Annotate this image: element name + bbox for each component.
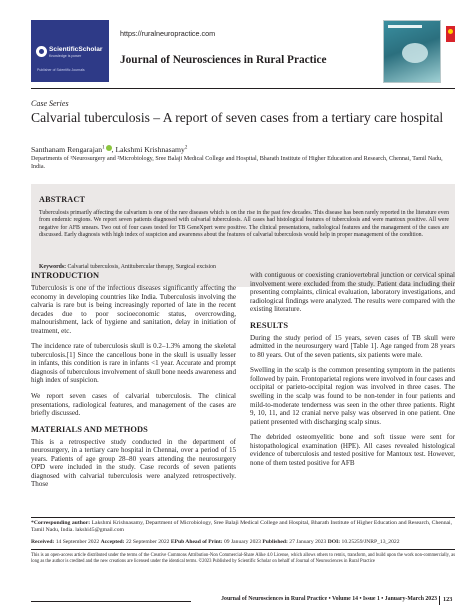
keywords-label: Keywords: [39,264,67,270]
article-title: Calvarial tuberculosis – A report of seven cases from a tertiary care hospital [31,110,444,125]
results-paragraph-1: During the study period of 15 years, seven cases of TB skull were admitted in the neurosurgery ward [Table 1]. Age ranged from 28 years to 80 years. Out of the seven patients, six patients were male. [250,333,455,359]
publisher-name: ScientificScholar [49,46,103,53]
received-label: Received: [31,539,55,545]
author-name-1: Santhanam Rengarajan [31,145,103,154]
license-text: This is an open-access article distributed under the terms of the Creative Commons Attribution-Non Commercial-Share Alike 4.0 License, which allows others to remix, transform, and build upon the work non-commercially, as long as the author is credited and the new creations are licensed under the identical terms. ©2023 Published by Scientific Scholar on behalf of Journal of Neurosciences in Rural Practice [31,553,455,565]
intro-paragraph-2: The incidence rate of tuberculosis skull is 0.2–1.3% among the skeletal tuberculosis.[1] Since the cancellous bone in the skull is usually lesser in infants, this condition is rare in infants <1 year. Accurate and prompt diagnosis of tuberculous involvement of skull bone needs awareness and high index of suspicion. [31,342,236,385]
corr-text: Lakshmi Krishnasamy, Department of Microbiology, Sree Balaji Medical College and Hospital, Bharath Institute of Higher Education and Research, Chennai, Tamil Nadu, India. lakshi45@gmail.com [31,520,453,534]
publisher-tagline: Knowledge is power [49,54,82,58]
page-footer-separator [439,596,440,605]
page-footer-journal: Journal of Neurosciences in Rural Practice • Volume 14 • Issue 1 • January-March 2023 [221,596,437,602]
author-list [31,145,187,154]
abstract-text: Tuberculosis primarily affecting the calvarium is one of the rare diseases which is on the rise in the past few decades. This disease has been rarely reported in the literature even from endemic regions. We report seven patients diagnosed with calvarial tuberculosis. All cases had histological features of tuberculosis and were mantoux positive. All were negative for AFB smears. Two out of four cases tested for TB GeneXpert were positive. The clinical presentations, radiological features and the management of the cases are discussed. Early diagnosis with high index of suspicion and awareness about the features of calvarial tuberculosis would help in proper management of the condition. [39,210,449,239]
published-date: 27 January 2023 [289,539,327,545]
published-label: Published: [262,539,288,545]
publisher-logo-icon [36,46,47,57]
author-affil-2: 2 [184,145,188,151]
publisher-logo [31,20,109,82]
abstract-heading: ABSTRACT [39,195,86,204]
methods-paragraph-2: with contiguous or coexisting craniovertebral junction or cervical spinal involvement were excluded from the study. Patient data including their presenting complaints, clinical evaluation, laboratory investigations, and radiological findings were analyzed. The results were compared with the existing literature. [250,271,455,314]
article-type: Case Series [31,99,69,108]
left-column [31,271,236,496]
article-dates [31,539,455,546]
page-number: 123 [443,596,453,603]
methods-paragraph-1: This is a retrospective study conducted in the department of neurosurgery, in a tertiary care hospital in Chennai, over a period of 15 years. Patients of age group 28–80 years attending the neurosurgery OPD were included in the study. Case records of seven patients diagnosed with calvarial tuberculosis were analyzed retrospectively. Those [31,437,236,489]
right-column [250,271,455,474]
author-affil-1: 1 [102,145,105,151]
license-divider [31,549,455,550]
intro-paragraph-1: Tuberculosis is one of the infectious diseases significantly affecting the economy in developing countries like India. Tuberculosis involving the calvaria is rare but is being increasingly reported of late in the recent decades due to poor socioeconomic status, overcrowding, malnourishment, lack of hygiene and sanitation, delay in initiation of treatment, etc. [31,284,236,335]
journal-url-link[interactable]: https://ruralneuropractice.com [120,29,216,38]
results-paragraph-2: Swelling in the scalp is the common presenting symptom in the patients followed by pain. Frontoparietal regions were involved in four cases and occipital or parieto-occipital region was involved in three cases. The swelling in the scalp was found to be non-tender in four patients and mild-to-moderate tenderness was seen in the other three patients. Right 9, 10, 11, and 12 cranial nerve palsy was observed in one patient. One patient presented with discharging scalp sinus. [250,366,455,426]
keywords-text: Calvarial tuberculosis, Antitubercular therapy, Surgical excision [67,264,216,270]
epub-date: 09 January 2023 [224,539,261,545]
footnote-divider [31,517,455,518]
affiliations: Departments of ¹Neurosurgery and ²Microbiology, Sree Balaji Medical College and Hospital, Bharath Institute of Higher Education and Research, Chennai, Tamil Nadu, India. [31,156,443,170]
corr-label: *Corresponding author: [31,520,91,526]
page-footer [31,596,455,607]
journal-cover-image [383,20,441,83]
results-paragraph-3: The debrided osteomyelitic bone and soft tissue were sent for histopathological examination (HPE). All cases revealed histological evidence of tuberculosis and tested positive for Mantoux test. However, none of them tested positive for AFB [250,433,455,467]
header-divider [31,88,455,89]
journal-title: Journal of Neurosciences in Rural Practice [120,54,327,66]
page-footer-rule [31,601,191,602]
page-header [0,0,474,84]
section-heading-methods: MATERIALS AND METHODS [31,424,148,434]
author-name-2: , Lakshmi Krishnasamy [111,145,185,154]
award-badge-icon [446,26,455,42]
accepted-label: Accepted: [100,539,125,545]
publisher-subline: Publisher of Scientific Journals [37,68,85,72]
corresponding-author [31,520,455,534]
doi-label: DOI: [327,539,341,545]
accepted-date: 22 September 2022 [125,539,170,545]
section-heading-introduction: INTRODUCTION [31,271,100,280]
doi-link[interactable]: 10.25259/JNRP_13_2022 [341,539,400,545]
section-heading-results: RESULTS [250,320,289,330]
epub-label: EPub Ahead of Print: [170,539,223,545]
received-date: 14 September 2022 [55,539,100,545]
intro-paragraph-3: We report seven cases of calvarial tuberculosis. The clinical presentations, radiological features, and management of the cases are briefly discussed. [31,392,236,418]
